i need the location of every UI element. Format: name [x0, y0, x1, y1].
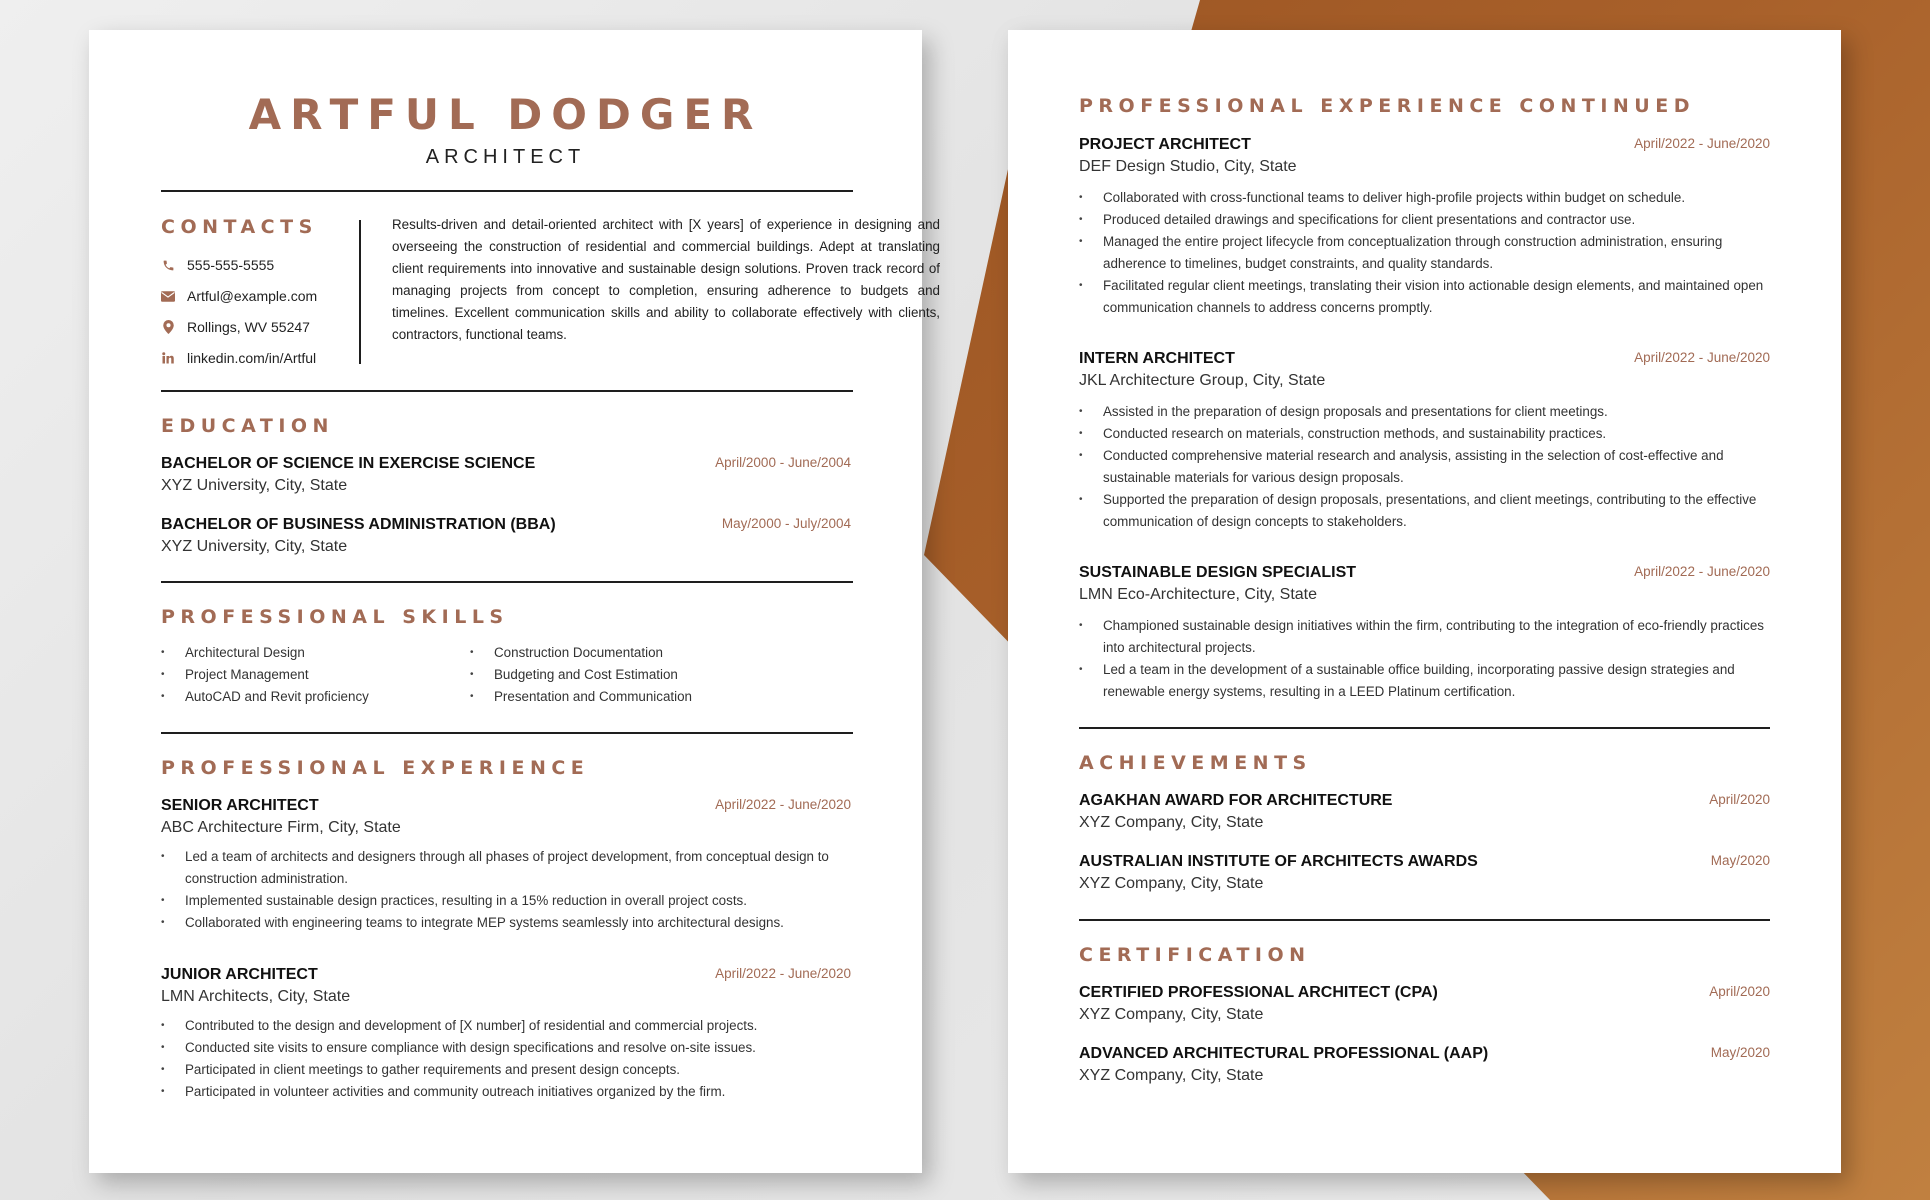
phone-icon — [161, 258, 175, 272]
list-item: • Conducted research on materials, construction methods, and sustainability practices. — [1079, 423, 1779, 445]
education-date: April/2000 - June/2004 — [715, 455, 851, 470]
candidate-role: ARCHITECT — [425, 146, 586, 168]
education-date: May/2000 - July/2004 — [721, 516, 851, 531]
job-date: April/2022 - June/2020 — [715, 966, 851, 981]
divider — [161, 390, 853, 392]
list-item: • Participated in volunteer activities and community outreach initiatives organized by the firm. — [161, 1081, 861, 1103]
list-item: • Collaborated with cross-functional teams to deliver high-profile projects within budget on schedule. — [1079, 187, 1779, 209]
list-item: • Presentation and Communication — [470, 686, 850, 708]
job-title: PROJECT ARCHITECT — [1079, 136, 1251, 153]
list-item: • Conducted site visits to ensure compliance with design specifications and resolve on-site issues. — [161, 1037, 861, 1059]
vertical-divider — [359, 220, 361, 364]
job-date: April/2022 - June/2020 — [715, 797, 851, 812]
achievements-heading: ACHIEVEMENTS — [1079, 752, 1312, 774]
list-item: • Project Management — [161, 664, 461, 686]
skills-list-left — [161, 642, 461, 708]
list-item: • Architectural Design — [161, 642, 461, 664]
location-pin-icon — [161, 320, 175, 334]
certification-org: XYZ Company, City, State — [1079, 1067, 1264, 1084]
job-bullets — [1079, 615, 1779, 703]
certification-date: April/2020 — [1709, 984, 1770, 999]
skills-list-right — [470, 642, 850, 708]
list-item: • Led a team of architects and designers through all phases of project development, from conceptual design to construction administration. — [161, 846, 861, 890]
list-item: • Supported the preparation of design proposals, presentations, and client meetings, contributing to the effective communication of design concepts to stakeholders. — [1079, 489, 1779, 533]
list-item: • Led a team in the development of a sustainable office building, incorporating passive design strategies and renewable energy systems, resulting in a LEED Platinum certification. — [1079, 659, 1779, 703]
list-item: • Collaborated with engineering teams to integrate MEP systems seamlessly into architectural designs. — [161, 912, 861, 934]
professional-summary: Results-driven and detail-oriented architect with [X years] of experience in designing and overseeing the construction of residential and commercial buildings. Adept at translating client requirements into innovative and sustainable design solutions. Proven track record of managing projects from concept to completion, ensuring adherence to budgets and timelines. Excellent communication skills and ability to collaborate effectively with clients, contractors, functional teams. — [392, 217, 940, 342]
list-item: • Conducted comprehensive material research and analysis, assisting in the selection of cost-effective and sustainable materials for various design proposals. — [1079, 445, 1779, 489]
divider — [161, 581, 853, 583]
divider — [161, 190, 853, 192]
achievement-date: May/2020 — [1710, 853, 1770, 868]
education-title: BACHELOR OF BUSINESS ADMINISTRATION (BBA) — [161, 516, 556, 533]
contact-linkedin-text[interactable]: linkedin.com/in/Artful — [187, 350, 317, 366]
candidate-name: ARTFUL DODGER — [248, 90, 763, 139]
divider — [1079, 919, 1770, 921]
list-item: • Assisted in the preparation of design proposals and presentations for client meetings. — [1079, 401, 1779, 423]
certification-heading: CERTIFICATION — [1079, 944, 1311, 966]
job-company: LMN Architects, City, State — [161, 988, 351, 1005]
list-item: • AutoCAD and Revit proficiency — [161, 686, 461, 708]
job-date: April/2022 - June/2020 — [1634, 136, 1770, 151]
achievement-title: AGAKHAN AWARD FOR ARCHITECTURE — [1079, 792, 1393, 809]
job-bullets — [161, 846, 861, 934]
contact-email — [161, 286, 317, 306]
job-company: LMN Eco-Architecture, City, State — [1079, 586, 1317, 603]
contact-location — [161, 317, 310, 337]
certification-org: XYZ Company, City, State — [1079, 1006, 1264, 1023]
list-item: • Produced detailed drawings and specifications for client presentations and contractor use. — [1079, 209, 1779, 231]
education-title: BACHELOR OF SCIENCE IN EXERCISE SCIENCE — [161, 455, 536, 472]
job-title: JUNIOR ARCHITECT — [161, 966, 318, 983]
job-bullets — [161, 1015, 861, 1103]
job-bullets — [1079, 187, 1779, 319]
contact-email-text[interactable]: Artful@example.com — [187, 288, 318, 304]
experience-continued-heading: PROFESSIONAL EXPERIENCE CONTINUED — [1079, 95, 1695, 117]
job-title: SUSTAINABLE DESIGN SPECIALIST — [1079, 564, 1357, 581]
contact-phone-text: 555-555-5555 — [187, 257, 275, 273]
list-item: • Construction Documentation — [470, 642, 850, 664]
resume-page-1 — [89, 30, 940, 1173]
job-title: INTERN ARCHITECT — [1079, 350, 1235, 367]
education-school: XYZ University, City, State — [161, 477, 348, 494]
achievement-title: AUSTRALIAN INSTITUTE OF ARCHITECTS AWARDS — [1079, 853, 1478, 870]
list-item: • Contributed to the design and development of [X number] of residential and commercial projects. — [161, 1015, 861, 1037]
divider — [1079, 727, 1770, 729]
linkedin-icon — [161, 351, 175, 365]
certification-date: May/2020 — [1710, 1045, 1770, 1060]
list-item: • Managed the entire project lifecycle from conceptualization through construction administration, ensuring adherence to timelines, budget constraints, and quality standards. — [1079, 231, 1779, 275]
education-school: XYZ University, City, State — [161, 538, 348, 555]
certification-title: CERTIFIED PROFESSIONAL ARCHITECT (CPA) — [1079, 984, 1438, 1001]
list-item: • Budgeting and Cost Estimation — [470, 664, 850, 686]
skills-heading: PROFESSIONAL SKILLS — [161, 606, 509, 628]
achievement-date: April/2020 — [1709, 792, 1770, 807]
envelope-icon — [161, 289, 175, 303]
job-company: ABC Architecture Firm, City, State — [161, 819, 401, 836]
education-heading: EDUCATION — [161, 415, 334, 437]
job-date: April/2022 - June/2020 — [1634, 350, 1770, 365]
contact-location-text: Rollings, WV 55247 — [187, 319, 310, 335]
divider — [161, 732, 853, 734]
job-title: SENIOR ARCHITECT — [161, 797, 319, 814]
job-company: DEF Design Studio, City, State — [1079, 158, 1297, 175]
certification-title: ADVANCED ARCHITECTURAL PROFESSIONAL (AAP) — [1079, 1045, 1489, 1062]
achievement-org: XYZ Company, City, State — [1079, 875, 1264, 892]
contact-phone — [161, 255, 274, 275]
job-company: JKL Architecture Group, City, State — [1079, 372, 1326, 389]
list-item: • Championed sustainable design initiatives within the firm, contributing to the integration of eco-friendly practices into architectural projects. — [1079, 615, 1779, 659]
job-date: April/2022 - June/2020 — [1634, 564, 1770, 579]
list-item: • Implemented sustainable design practices, resulting in a 15% reduction in overall project costs. — [161, 890, 861, 912]
contact-linkedin — [161, 348, 316, 368]
list-item: • Facilitated regular client meetings, translating their vision into actionable design elements, and maintained open communication channels to address concerns promptly. — [1079, 275, 1779, 319]
list-item: • Participated in client meetings to gather requirements and present design concepts. — [161, 1059, 861, 1081]
achievement-org: XYZ Company, City, State — [1079, 814, 1264, 831]
job-bullets — [1079, 401, 1779, 533]
experience-heading: PROFESSIONAL EXPERIENCE — [161, 757, 590, 779]
contacts-heading: CONTACTS — [161, 216, 318, 238]
resume-page-2 — [1008, 30, 1841, 1173]
